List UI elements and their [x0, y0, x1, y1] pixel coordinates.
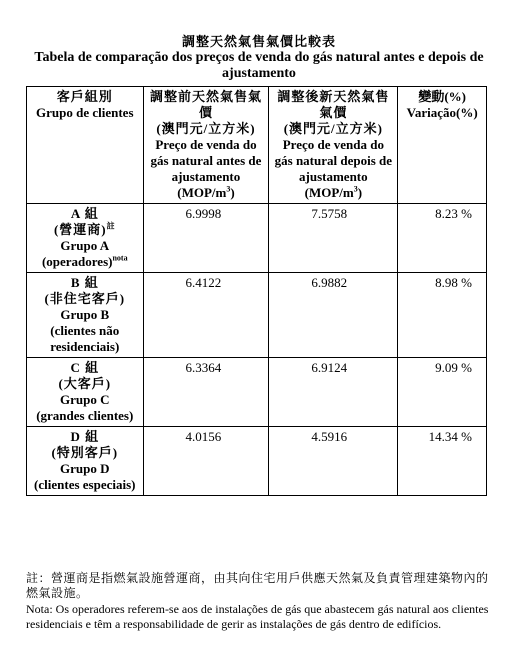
group-desc-zh: (營運商)$^註$ [53, 221, 116, 237]
table-row [27, 358, 487, 427]
change-cell: 8.23 % [398, 204, 487, 273]
header-after [269, 87, 398, 204]
header-after-unit-zh: (澳門元/立方米) [283, 121, 383, 136]
group-label-zh: D 組 [70, 429, 100, 444]
group-desc-pt: (operadores)$^{nota}$ [41, 253, 128, 269]
group-desc-zh: (非住宅客戶) [44, 291, 126, 306]
group-label-pt: Grupo D [60, 461, 110, 476]
footnote-chinese: 註：營運商是指燃氣設施營運商，由其向住宅用戶供應天然氣及負責管理建築物內的燃氣設施。 [26, 571, 489, 600]
group-cell [27, 358, 144, 427]
header-row [27, 87, 487, 204]
header-before-zh: 調整前天然氣售氣價 [149, 89, 262, 120]
group-cell [27, 273, 144, 358]
price-before-cell: 4.0156 [143, 427, 269, 496]
header-after-pt: Preço de venda do gás natural depois de ajustamento [274, 137, 393, 184]
header-before-pt: Preço de venda do gás natural antes de ajustamento [150, 137, 262, 184]
group-label-pt: Grupo A [60, 238, 110, 253]
table-row [27, 204, 487, 273]
price-after-cell: 4.5916 [269, 427, 398, 496]
header-before-unit-pt: $(MOP/m^3)$ [177, 184, 235, 200]
group-desc-pt: (clientes não residenciais) [50, 323, 120, 354]
group-label-zh: B 組 [70, 275, 99, 290]
table-row [27, 427, 487, 496]
price-after-cell: 6.9882 [269, 273, 398, 358]
header-change [398, 87, 487, 204]
title-chinese: 調整天然氣售氣價比較表 [181, 34, 336, 49]
group-label-pt: Grupo C [60, 392, 110, 407]
group-desc-zh: (大客戶) [58, 376, 112, 391]
header-change-pt: Variação(%) [406, 105, 478, 120]
header-before [143, 87, 269, 204]
price-after-cell: 6.9124 [269, 358, 398, 427]
header-after-zh: 調整後新天然氣售氣價 [277, 89, 390, 120]
title-portuguese: Tabela de comparação dos preços de venda do gás natural antes e depois de ajustamento [34, 50, 484, 81]
group-desc-zh: (特別客戶) [51, 445, 119, 460]
table-row [27, 273, 487, 358]
group-desc-pt: (clientes especiais) [34, 477, 136, 492]
group-label-pt: Grupo B [60, 307, 110, 322]
group-cell [27, 204, 144, 273]
footnote-portuguese: Nota: Os operadores referem-se aos de instalações de gás que abastecem gás natural aos clientes residenciais e têm a responsabilidade de gerir as instalações de gás dentro de edifícios. [26, 602, 489, 631]
header-group-zh: 客戶組別 [56, 89, 113, 104]
price-before-cell: 6.3364 [143, 358, 269, 427]
price-before-cell: 6.9998 [143, 204, 269, 273]
group-label-zh: C 組 [70, 360, 100, 375]
change-cell: 8.98 % [398, 273, 487, 358]
header-change-zh: 變動(%) [418, 89, 466, 104]
change-cell: 9.09 % [398, 358, 487, 427]
group-label-zh: A 組 [70, 206, 99, 221]
price-comparison-table [26, 86, 487, 496]
header-group-pt: Grupo de clientes [36, 105, 134, 120]
change-cell: 14.34 % [398, 427, 487, 496]
header-group [27, 87, 144, 204]
price-after-cell: 7.5758 [269, 204, 398, 273]
price-before-cell: 6.4122 [143, 273, 269, 358]
group-desc-pt: (grandes clientes) [36, 408, 134, 423]
header-before-unit-zh: (澳門元/立方米) [156, 121, 256, 136]
header-after-unit-pt: $(MOP/m^3)$ [304, 184, 363, 200]
group-cell [27, 427, 144, 496]
